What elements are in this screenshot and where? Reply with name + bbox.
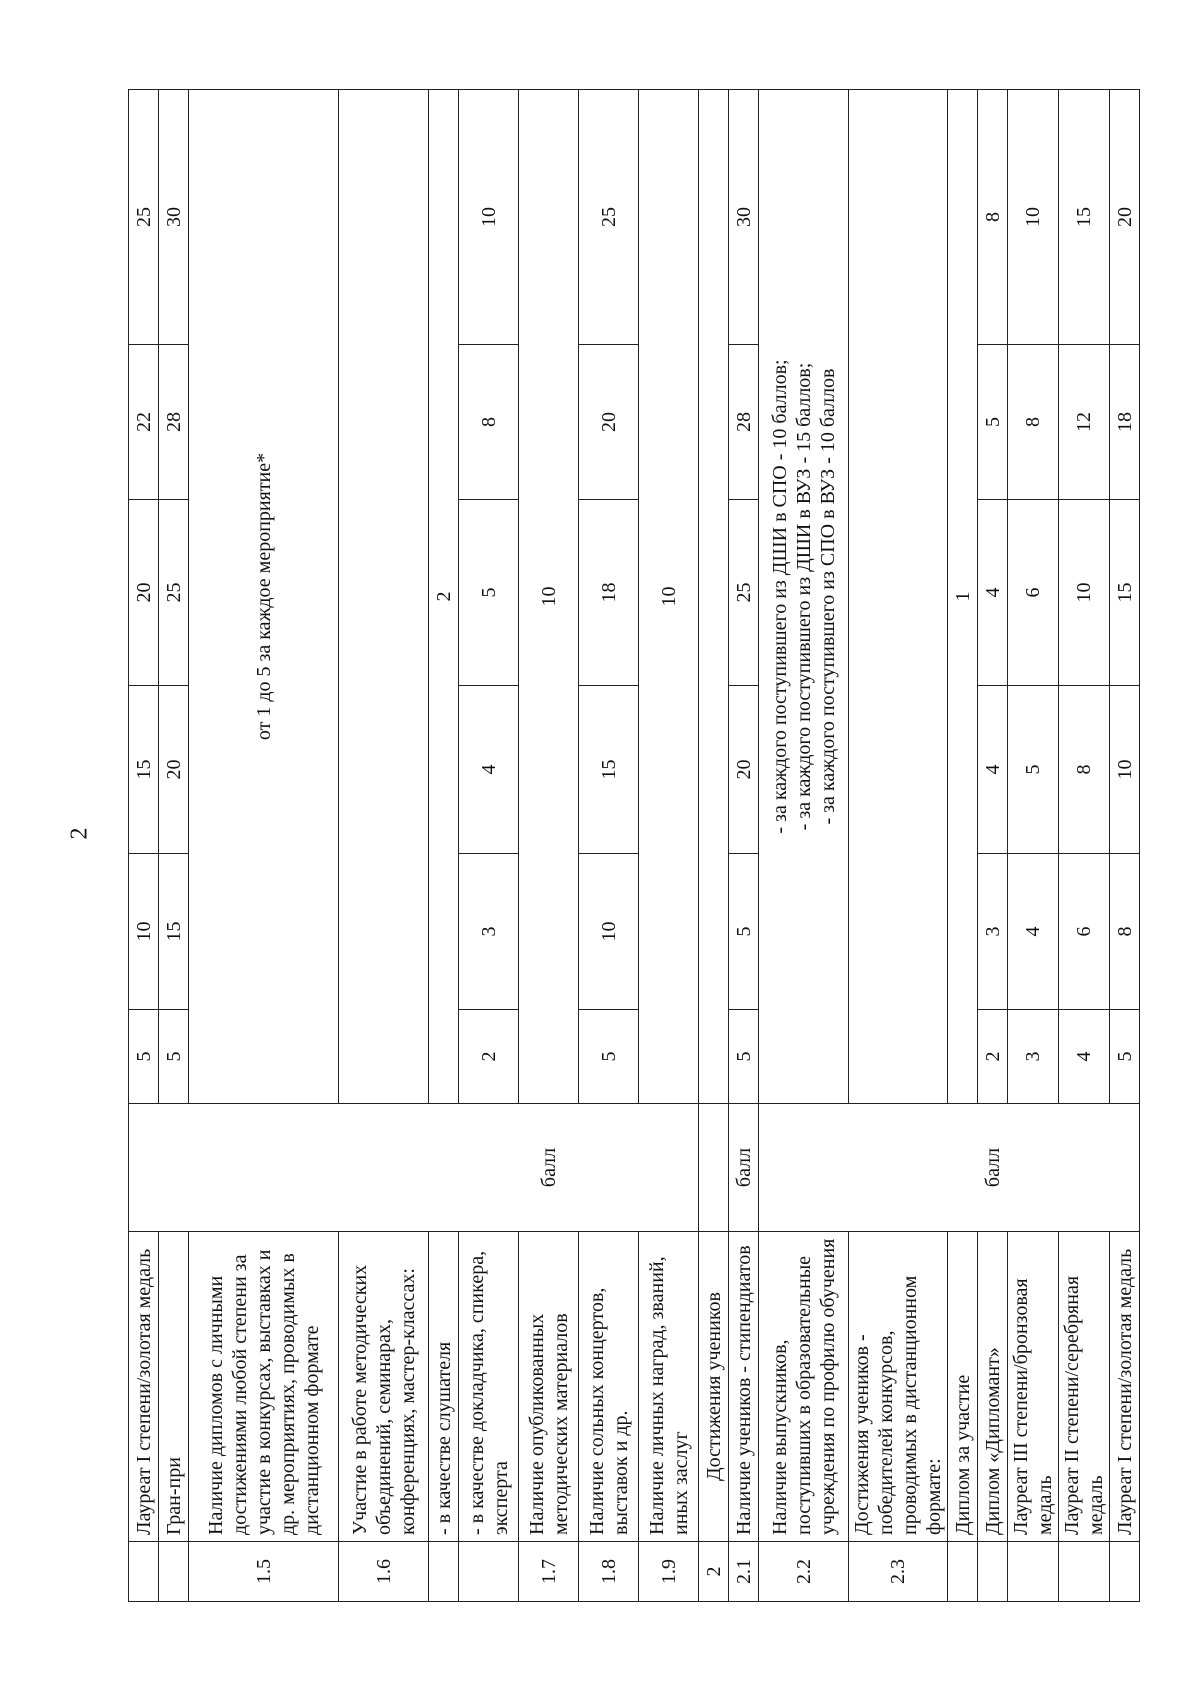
score-value: 20	[159, 686, 189, 854]
criterion-name: Диплом «Дипломант»	[978, 1232, 1008, 1542]
row-number	[429, 1542, 459, 1602]
score-value: 10	[129, 854, 159, 1010]
unit-cell	[639, 1104, 699, 1232]
criterion-name: Гран-при	[159, 1232, 189, 1542]
row-number	[459, 1542, 519, 1602]
criterion-name: Лауреат III степени/бронзовая медаль	[1008, 1232, 1059, 1542]
row-number	[978, 1542, 1008, 1602]
score-value: 3	[978, 854, 1008, 1010]
criterion-name: Наличие личных наград, званий, иных заслуг	[639, 1232, 699, 1542]
score-value: 4	[459, 686, 519, 854]
unit-cell	[849, 1104, 948, 1232]
row-number: 1.6	[339, 1542, 429, 1602]
section-heading: Достижения учеников	[699, 1232, 729, 1542]
score-value: 5	[129, 1010, 159, 1104]
table-row	[639, 90, 699, 1602]
table-row	[459, 90, 519, 1602]
score-rule: - за каждого поступившего из СПО в ВУЗ - 10 баллов	[816, 368, 839, 825]
score-value: 8	[978, 90, 1008, 345]
score-value: 4	[1008, 854, 1059, 1010]
score-value: 20	[729, 686, 759, 854]
criterion-name: Наличие выпускников, поступивших в образовательные учреждения по профилю обучения	[759, 1232, 849, 1542]
score-value: 5	[1008, 686, 1059, 854]
score-value: 5	[459, 500, 519, 686]
criterion-name: Достижения учеников - победителей конкурсов, проводимых в дистанционном формате:	[849, 1232, 948, 1542]
score-value: 15	[1059, 90, 1110, 345]
criteria-table	[128, 89, 1140, 1602]
score-value: 15	[1110, 500, 1140, 686]
row-number	[159, 1542, 189, 1602]
score-value: 3	[459, 854, 519, 1010]
score-value: 10	[1059, 500, 1110, 686]
criterion-name: Наличие сольных концертов, выставок и др.	[579, 1232, 639, 1542]
row-number	[1110, 1542, 1140, 1602]
empty-score	[699, 90, 729, 1104]
unit-cell	[948, 1104, 978, 1232]
score-value: 6	[1059, 854, 1110, 1010]
score-value: 4	[1059, 1010, 1110, 1104]
score-value: 6	[1008, 500, 1059, 686]
row-number: 1.7	[519, 1542, 579, 1602]
unit-cell	[759, 1104, 849, 1232]
score-value: 10	[459, 90, 519, 345]
table-row	[159, 90, 189, 1602]
unit-cell	[1059, 1104, 1110, 1232]
score-value: 18	[579, 500, 639, 686]
criterion-name: Лауреат I степени/золотая медаль	[129, 1232, 159, 1542]
score-value: 5	[729, 854, 759, 1010]
merged-score: 10	[519, 90, 579, 1104]
table-row	[1008, 90, 1059, 1602]
score-value: 15	[159, 854, 189, 1010]
unit-cell	[339, 1104, 429, 1232]
score-rule: - за каждого поступившего из ДШИ в ВУЗ - 15 баллов;	[792, 362, 815, 831]
criterion-name: - в качестве докладчика, спикера, эксперта	[459, 1232, 519, 1542]
score-value: 5	[579, 1010, 639, 1104]
rotated-table-container	[128, 90, 1136, 1602]
unit-cell	[579, 1104, 639, 1232]
score-value: 22	[129, 345, 159, 500]
merged-score: 10	[639, 90, 699, 1104]
row-number: 2	[699, 1542, 729, 1602]
table-row	[849, 90, 948, 1602]
score-value: 5	[1110, 1010, 1140, 1104]
score-rule: - за каждого поступившего из ДШИ в СПО - 10 баллов;	[768, 359, 791, 834]
row-number	[1059, 1542, 1110, 1602]
row-number: 1.9	[639, 1542, 699, 1602]
table-row	[948, 90, 978, 1602]
table-row	[759, 90, 849, 1602]
row-number	[129, 1542, 159, 1602]
criterion-name: Наличие дипломов с личными достижениями любой степени за участие в конкурсах, выставках и др. мероприятиях, проводимых в дистанционном формате	[189, 1232, 339, 1542]
score-value: 25	[129, 90, 159, 345]
row-number: 2.3	[849, 1542, 948, 1602]
criterion-name: Лауреат II степени/серебряная медаль	[1059, 1232, 1110, 1542]
row-number: 1.5	[189, 1542, 339, 1602]
table-row	[519, 90, 579, 1602]
score-value: 20	[129, 500, 159, 686]
page-number: 2	[66, 827, 93, 840]
unit-cell	[1008, 1104, 1059, 1232]
unit-cell: балл	[978, 1104, 1008, 1232]
unit-cell	[189, 1104, 339, 1232]
score-value: 10	[1110, 686, 1140, 854]
score-value: 10	[1008, 90, 1059, 345]
score-value: 5	[159, 1010, 189, 1104]
score-value: 30	[729, 90, 759, 345]
score-value: 5	[729, 1010, 759, 1104]
empty-score	[339, 90, 429, 1104]
score-value: 8	[459, 345, 519, 500]
table-row	[129, 90, 159, 1602]
empty-score	[849, 90, 948, 1104]
table-row	[699, 90, 729, 1602]
score-value: 30	[159, 90, 189, 345]
row-number: 2.2	[759, 1542, 849, 1602]
criterion-name: Наличие учеников - стипендиатов	[729, 1232, 759, 1542]
score-value: 3	[1008, 1010, 1059, 1104]
table-row	[1110, 90, 1140, 1602]
unit-cell	[129, 1104, 159, 1232]
score-value: 28	[729, 345, 759, 500]
row-number: 2.1	[729, 1542, 759, 1602]
merged-score: от 1 до 5 за каждое мероприятие*	[189, 90, 339, 1104]
table-row	[579, 90, 639, 1602]
unit-cell: балл	[519, 1104, 579, 1232]
unit-cell	[459, 1104, 519, 1232]
score-value: 2	[459, 1010, 519, 1104]
criterion-name: Лауреат I степени/золотая медаль	[1110, 1232, 1140, 1542]
score-value: 20	[579, 345, 639, 500]
table-row	[189, 90, 339, 1602]
score-value: 8	[1110, 854, 1140, 1010]
criterion-name: - в качестве слушателя	[429, 1232, 459, 1542]
merged-score-list	[759, 90, 849, 1104]
unit-cell	[1110, 1104, 1140, 1232]
row-number	[948, 1542, 978, 1602]
table-row	[978, 90, 1008, 1602]
unit-cell	[429, 1104, 459, 1232]
score-value: 12	[1059, 345, 1110, 500]
row-number: 1.8	[579, 1542, 639, 1602]
score-value: 5	[978, 345, 1008, 500]
score-value: 10	[579, 854, 639, 1010]
table-row	[429, 90, 459, 1602]
score-value: 2	[978, 1010, 1008, 1104]
table-row	[339, 90, 429, 1602]
score-value: 28	[159, 345, 189, 500]
score-value: 18	[1110, 345, 1140, 500]
criterion-name: Участие в работе методических объединений, семинарах, конференциях, мастер-классах:	[339, 1232, 429, 1542]
score-value: 8	[1008, 345, 1059, 500]
table-row	[1059, 90, 1110, 1602]
criterion-name: Диплом за участие	[948, 1232, 978, 1542]
score-value: 25	[159, 500, 189, 686]
table-row	[729, 90, 759, 1602]
criterion-name: Наличие опубликованных методических материалов	[519, 1232, 579, 1542]
unit-cell: балл	[729, 1104, 759, 1232]
score-value: 15	[579, 686, 639, 854]
row-number	[1008, 1542, 1059, 1602]
score-value: 4	[978, 500, 1008, 686]
merged-score: 1	[948, 90, 978, 1104]
score-value: 15	[129, 686, 159, 854]
score-value: 25	[729, 500, 759, 686]
unit-cell	[159, 1104, 189, 1232]
score-value: 25	[579, 90, 639, 345]
merged-score: 2	[429, 90, 459, 1104]
score-value: 8	[1059, 686, 1110, 854]
unit-cell	[699, 1104, 729, 1232]
score-value: 4	[978, 686, 1008, 854]
score-value: 20	[1110, 90, 1140, 345]
